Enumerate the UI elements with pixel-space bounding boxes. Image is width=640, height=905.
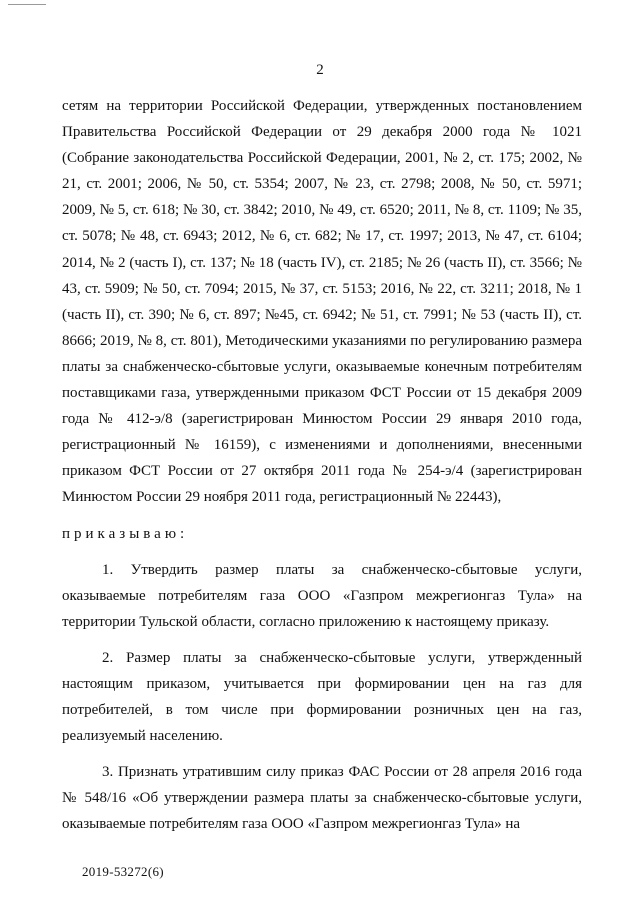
corner-scan-mark [8, 4, 46, 5]
intro-paragraph: сетям на территории Российской Федерации, утвержденных постановлением Правительства Российской Федерации от 29 декабря 2000 года № 1021 (Собрание законодательства Российской Федерации, 2001, № 2, ст. 175; 2002, № 21, ст. 2001; 2006, № 50, ст. 5354; 2007, № 23, ст. 2798; 2008, № 50, ст. 5971; 2009, № 5, ст. 618; № 30, ст. 3842; 2010, № 49, ст. 6520; 2011, № 8, ст. 1109; № 35, ст. 5078; № 48, ст. 6943; 2012, № 6, ст. 682; № 17, ст. 1997; 2013, № 47, ст. 6104; 2014, № 2 (часть I), ст. 137; № 18 (часть IV), ст. 2185; № 26 (часть II), ст. 3566; № 43, ст. 5909; № 50, ст. 7094; 2015, № 37, ст. 5153; 2016, № 22, ст. 3211; 2018, № 1 (часть II), ст. 390; № 6, ст. 897; №45, ст. 6942; № 51, ст. 7991; № 53 (часть II), ст. 8666; 2019, № 8, ст. 801), Методическими указаниями по регулированию размера платы за снабженческо-сбытовые услуги, оказываемые конечным потребителям поставщиками газа, утвержденными приказом ФСТ России от 15 декабря 2009 года № 412-э/8 (зарегистрирован Минюстом России 29 января 2010 года, регистрационный № 16159), с изменениями и дополнениями, внесенными приказом ФСТ России от 27 октября 2011 года № 254-э/4 (зарегистрирован Минюстом России 29 ноября 2011 года, регистрационный № 22443), [62, 98, 582, 506]
order-word: приказываю: [62, 525, 189, 542]
order-item-3: 3. Признать утратившим силу приказ ФАС России от 28 апреля 2016 года № 548/16 «Об утверждении размера платы за снабженческо-сбытовые услуги, оказываемые потребителям газа ООО «Газпром межрегионгаз Тула» на [62, 764, 582, 833]
order-item-2: 2. Размер платы за снабженческо-сбытовые услуги, утвержденный настоящим приказом, учитывается при формировании цен на газ для потребителей, в том числе при формировании розничных цен на газ, реализуемый населению. [62, 649, 582, 745]
page-number: 2 [316, 62, 324, 78]
document-registration-code: 2019-53272(6) [82, 864, 164, 879]
document-body [62, 93, 582, 838]
order-item-1: 1. Утвердить размер платы за снабженческо-сбытовые услуги, оказываемые потребителям газа ООО «Газпром межрегионгаз Тула» на территории Тульской области, согласно приложению к настоящему приказу. [62, 561, 582, 630]
